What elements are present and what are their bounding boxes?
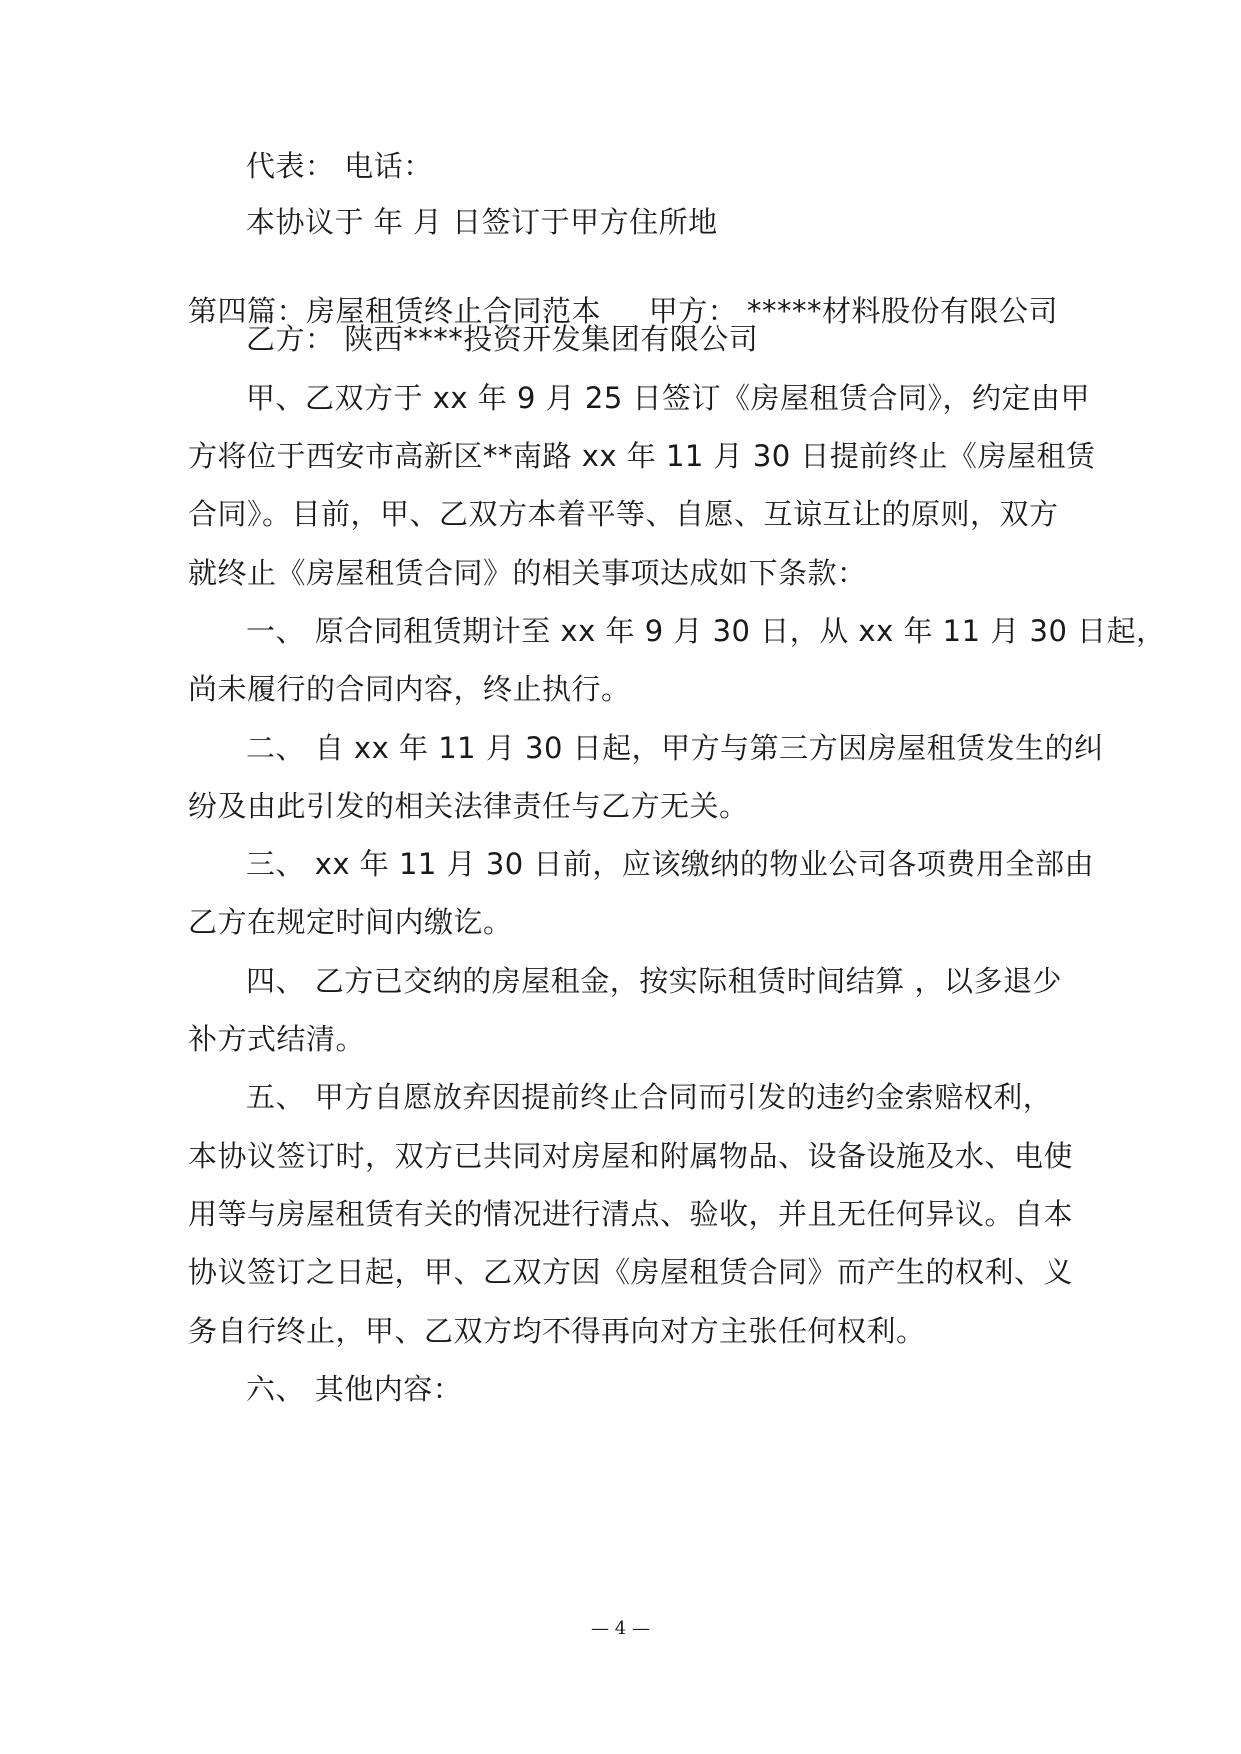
clause-4-line: 补方式结清。 bbox=[188, 1022, 366, 1056]
party-b-line: 乙方： 陕西****投资开发集团有限公司 bbox=[246, 322, 759, 356]
clause-2-line: 二、 自 xx 年 11 月 30 日起，甲方与第三方因房屋租赁发生的纠 bbox=[246, 731, 1104, 765]
clause-5-line: 本协议签订时，双方已共同对房屋和附属物品、设备设施及水、电使 bbox=[188, 1139, 1074, 1173]
clause-3-line: 乙方在规定时间内缴讫。 bbox=[188, 905, 513, 939]
page-number: — 4 — bbox=[591, 1618, 650, 1639]
clause-5-line: 五、 甲方自愿放弃因提前终止合同而引发的违约金索赔权利， bbox=[246, 1080, 1053, 1114]
paragraph-line: 就终止《房屋租赁合同》的相关事项达成如下条款： bbox=[188, 556, 867, 590]
clause-1-line: 一、 原合同租赁期计至 xx 年 9 月 30 日，从 xx 年 11 月 30 日起， bbox=[246, 614, 1166, 648]
representative-phone-line: 代表： 电话： bbox=[246, 149, 433, 183]
signing-date-line: 本协议于 年 月 日签订于甲方住所地 bbox=[246, 205, 718, 239]
clause-3-line: 三、 xx 年 11 月 30 日前，应该缴纳的物业公司各项费用全部由 bbox=[246, 847, 1094, 881]
clause-5-line: 协议签订之日起，甲、乙双方因《房屋租赁合同》而产生的权利、义 bbox=[188, 1255, 1074, 1289]
clause-5-line: 用等与房屋租赁有关的情况进行清点、验收，并且无任何异议。自本 bbox=[188, 1197, 1074, 1231]
clause-6-line: 六、 其他内容： bbox=[246, 1372, 463, 1406]
clause-5-line: 务自行终止，甲、乙双方均不得再向对方主张任何权利。 bbox=[188, 1314, 926, 1348]
clause-1-line: 尚未履行的合同内容，终止执行。 bbox=[188, 672, 631, 706]
paragraph-line: 甲、乙双方于 xx 年 9 月 25 日签订《房屋租赁合同》，约定由甲 bbox=[246, 381, 1090, 415]
paragraph-line: 合同》。目前，甲、乙双方本着平等、自愿、互谅互让的原则，双方 bbox=[188, 497, 1059, 531]
section-title: 第四篇：房屋租赁终止合同范本 bbox=[188, 294, 602, 328]
clause-4-line: 四、 乙方已交纳的房屋租金，按实际租赁时间结算 ，以多退少 bbox=[246, 964, 1062, 998]
paragraph-line: 方将位于西安市高新区**南路 xx 年 11 月 30 日提前终止《房屋租赁 bbox=[188, 439, 1096, 473]
clause-2-line: 纷及由此引发的相关法律责任与乙方无关。 bbox=[188, 789, 749, 823]
party-a-name: 甲方： *****材料股份有限公司 bbox=[648, 294, 1058, 328]
